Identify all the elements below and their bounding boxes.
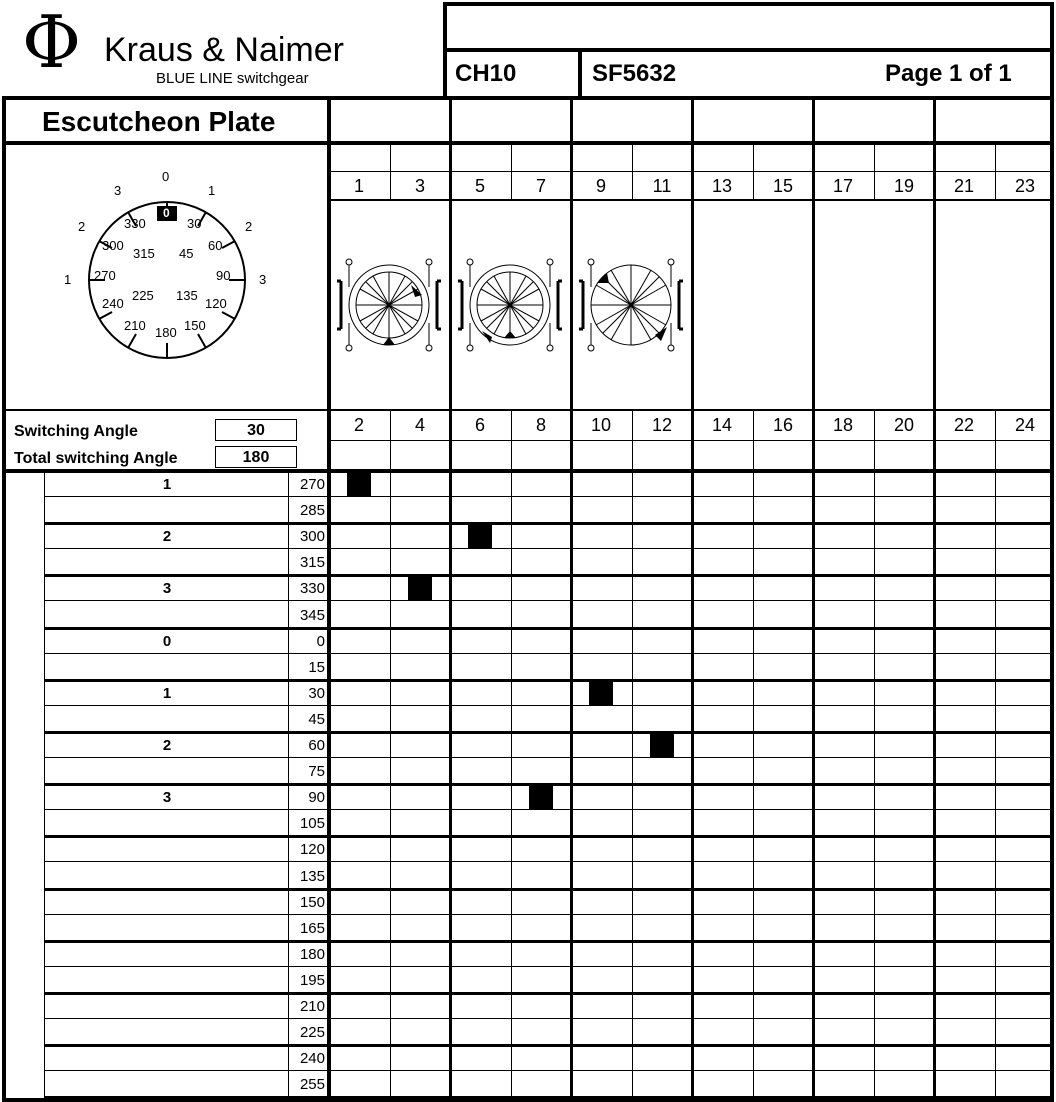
table-row-line [44, 914, 1054, 915]
table-row-line [44, 1096, 1054, 1099]
terminal-top-label: 9 [595, 176, 606, 196]
terminal-top-label: 1 [353, 176, 364, 196]
terminal-top-label: 15 [772, 176, 794, 196]
closed-contact-mark [650, 733, 674, 757]
dial-angle-label: 90 [216, 268, 231, 283]
dial-angle-label: 180 [155, 325, 177, 340]
brand-logo: Φ [22, 0, 82, 84]
table-row-line [44, 888, 1054, 891]
dial-angle-label: 270 [94, 268, 116, 283]
column-divider-major [933, 100, 936, 1098]
closed-contact-mark [529, 785, 553, 809]
table-row-line [44, 627, 1054, 630]
row-angle-label: 90 [308, 789, 325, 806]
column-divider-major [449, 100, 452, 1098]
row-position-label: 0 [162, 633, 172, 650]
dial-outer-label: 0 [162, 169, 170, 184]
header-top-border [443, 2, 1054, 6]
column-divider-major [691, 100, 694, 1098]
terminal-bottom-label: 14 [711, 415, 733, 435]
row-position-label: 3 [162, 580, 172, 597]
terminal-top-label: 17 [832, 176, 854, 196]
row-angle-label: 225 [299, 1024, 325, 1041]
header-left-border [443, 2, 447, 98]
table-row-line [44, 1044, 1054, 1047]
terminal-top-label: 5 [474, 176, 485, 196]
table-row-line [44, 522, 1054, 525]
dial-angle-label: 240 [102, 296, 124, 311]
dial-section-bottom [2, 409, 331, 411]
row-angle-label: 0 [316, 633, 325, 650]
row-angle-label: 135 [299, 868, 325, 885]
terminal-top-label: 7 [535, 176, 546, 196]
table-row-line [44, 574, 1054, 577]
row-position-label: 2 [162, 737, 172, 754]
row-angle-label: 300 [299, 528, 325, 545]
dial-angle-label: 330 [124, 216, 146, 231]
terminal-top-label: 23 [1014, 176, 1036, 196]
closed-contact-mark [408, 576, 432, 600]
terminal-header-line [329, 171, 1054, 172]
dial-angle-label: 150 [184, 318, 206, 333]
main-top-border [2, 96, 1054, 100]
dial-angle-label: 60 [208, 238, 223, 253]
table-row-line [44, 679, 1054, 682]
table-row-line [44, 653, 1054, 654]
dial-tick [99, 312, 112, 319]
closed-contact-mark [589, 681, 613, 705]
terminal-bottom-label: 10 [590, 415, 612, 435]
dial-angle-label: 225 [132, 288, 154, 303]
row-angle-label: 330 [299, 580, 325, 597]
header-divider [578, 50, 582, 98]
dial-outer-label: 2 [245, 219, 253, 234]
row-angle-label: 180 [299, 946, 325, 963]
row-angle-label: 45 [308, 711, 325, 728]
dial-angle-label: 135 [176, 288, 198, 303]
dial-angle-label: 210 [124, 318, 146, 333]
dial-tick [222, 241, 235, 248]
table-row-line [44, 757, 1054, 758]
header-page: Page 1 of 1 [885, 60, 1012, 87]
row-angle-label: 210 [299, 998, 325, 1015]
row-angle-label: 240 [299, 1050, 325, 1067]
dial-outer-label: 1 [208, 183, 216, 198]
section-title: Escutcheon Plate [42, 106, 276, 137]
terminal-bottom-label: 20 [893, 415, 915, 435]
header-right-border [1050, 2, 1054, 98]
row-angle-label: 255 [299, 1076, 325, 1093]
table-row-line [44, 496, 1054, 497]
header-code1: CH10 [455, 60, 517, 87]
dial-angle-label: 30 [187, 216, 202, 231]
terminal-bottom-label: 22 [953, 415, 975, 435]
header-mid-border [443, 48, 1054, 52]
table-row-line [44, 1070, 1054, 1071]
row-angle-label: 75 [308, 763, 325, 780]
row-angle-label: 150 [299, 894, 325, 911]
column-divider-major [812, 100, 815, 1098]
dial-active-label: 0 [163, 206, 170, 220]
terminal-footer-line [329, 440, 1054, 441]
terminal-top-label: 3 [414, 176, 425, 196]
dial-outer-label: 3 [259, 272, 267, 287]
terminal-bottom-label: 6 [474, 415, 485, 435]
row-angle-label: 345 [299, 607, 325, 624]
dial-tick [222, 312, 235, 319]
table-row-line [44, 731, 1054, 734]
switching-angle-value: 30 [247, 422, 265, 439]
row-position-label: 1 [162, 685, 172, 702]
table-row-line [44, 966, 1054, 967]
row-angle-label: 60 [308, 737, 325, 754]
total-angle-value: 180 [242, 449, 270, 466]
closed-contact-mark [347, 472, 371, 496]
dial-outer-label: 3 [114, 183, 122, 198]
terminal-bottom-label: 8 [535, 415, 546, 435]
cam-element-2 [458, 259, 562, 351]
cam-element-3 [579, 259, 683, 351]
terminal-bottom-label: 16 [772, 415, 794, 435]
dial-tick [198, 334, 206, 348]
column-divider-major [570, 100, 573, 1098]
table-header-bottom [2, 469, 1054, 473]
table-row-line [44, 861, 1054, 862]
closed-contact-mark [468, 524, 492, 548]
switching-angle-label: Switching Angle [14, 423, 138, 440]
table-row-line [44, 809, 1054, 810]
brand-tagline: BLUE LINE switchgear [156, 70, 309, 87]
terminal-bottom-label: 24 [1014, 415, 1036, 435]
dial-angle-label: 45 [179, 246, 194, 261]
table-row-line [44, 705, 1054, 706]
terminal-top-label: 21 [953, 176, 975, 196]
terminal-top-label: 19 [893, 176, 915, 196]
table-row-line [44, 600, 1054, 601]
terminal-top-label: 11 [652, 176, 672, 196]
row-angle-label: 165 [299, 920, 325, 937]
main-right-border [1050, 96, 1054, 1102]
dial-angle-label: 315 [133, 246, 155, 261]
dial-angle-label: 120 [205, 296, 227, 311]
cam-element-1 [337, 259, 441, 351]
terminal-bottom-label: 18 [832, 415, 854, 435]
row-angle-label: 315 [299, 554, 325, 571]
table-row-line [44, 992, 1054, 995]
row-position-label: 1 [162, 476, 172, 493]
row-position-label: 3 [162, 789, 172, 806]
row-position-label: 2 [162, 528, 172, 545]
dial-tick [128, 334, 136, 348]
terminal-bottom-label: 2 [353, 415, 364, 435]
dial-outer-label: 1 [64, 272, 72, 287]
row-angle-label: 285 [299, 502, 325, 519]
row-angle-label: 195 [299, 972, 325, 989]
brand-name: Kraus & Naimer [104, 31, 344, 69]
table-row-line [44, 548, 1054, 549]
row-angle-label: 120 [299, 841, 325, 858]
table-row-line [44, 1018, 1054, 1019]
table-row-line [44, 835, 1054, 838]
header-code2: SF5632 [592, 60, 677, 87]
row-angle-label: 105 [299, 815, 325, 832]
row-angle-label: 270 [299, 476, 325, 493]
row-angle-label: 30 [308, 685, 325, 702]
table-row-line [44, 940, 1054, 943]
terminal-bottom-label: 12 [651, 415, 673, 435]
total-angle-label: Total switching Angle [14, 450, 178, 467]
dial-angle-label: 300 [102, 238, 124, 253]
title-row-bottom [2, 141, 1054, 145]
row-angle-label: 15 [308, 659, 325, 676]
terminal-top-label: 13 [711, 176, 733, 196]
main-left-border [2, 96, 6, 1102]
dial-outer-label: 2 [78, 219, 86, 234]
terminal-bottom-label: 4 [414, 415, 425, 435]
